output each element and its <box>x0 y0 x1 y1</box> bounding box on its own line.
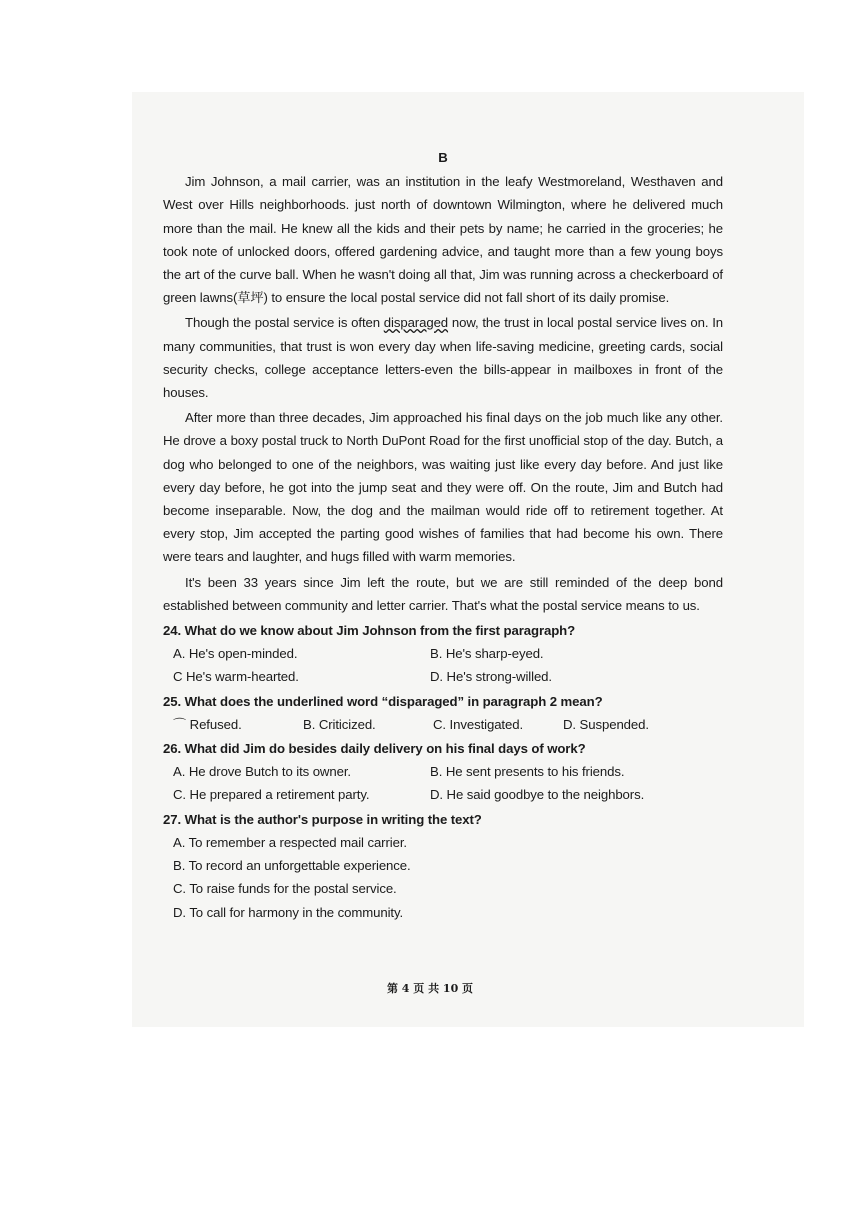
option-d: D. He's strong-willed. <box>430 669 552 685</box>
paragraph-3: After more than three decades, Jim approached his final days on the job much like any other. He drove a boxy postal truck to North DuPont Road for the first unofficial stop of the day. Butch, a dog who belonged to one of the neighbors, was waiting just like every day before. And just like every day before, he got into the jump seat and they were off. On the route, Jim and Butch had become inseparable. Now, the dog and the mailman would ride off to retirement together. At every stop, Jim accepted the parting good wishes of families that had become his own. There were tears and laughter, and hugs filled with warm memories. <box>163 410 723 565</box>
underlined-word: disparaged <box>383 315 449 331</box>
question-26 <box>163 737 723 807</box>
reading-passage-b <box>163 146 723 924</box>
question-stem: 24. What do we know about Jim Johnson from the first paragraph? <box>163 623 576 639</box>
option-b: B. To record an unforgettable experience. <box>173 858 411 874</box>
question-stem: 27. What is the author's purpose in writing the text? <box>163 811 482 827</box>
question-stem: 25. What does the underlined word “disparaged” in paragraph 2 mean? <box>163 693 603 709</box>
option-d: D. To call for harmony in the community. <box>173 904 404 920</box>
option-b: B. Criticized. <box>303 716 376 732</box>
paragraph-2: Though the postal service is often disparaged now, the trust in local postal service lives on. In many communities, that trust is won every day when life-saving medicine, greeting cards, social security checks, college acceptance letters-even the bills-appear in mailboxes in front of the houses. <box>163 315 724 401</box>
option-d: D. Suspended. <box>563 716 649 732</box>
question-stem: 26. What did Jim do besides daily delivery on his final days of work? <box>163 741 586 757</box>
paragraph-4: It's been 33 years since Jim left the route, but we are still reminded of the deep bond established between community and letter carrier. That's what the postal service means to us. <box>163 574 723 613</box>
option-c: C. He prepared a retirement party. <box>173 787 370 803</box>
option-b: B. He sent presents to his friends. <box>430 764 625 780</box>
page-number: 第 4 页 共 10 页 <box>386 982 474 995</box>
option-a: A. To remember a respected mail carrier. <box>173 834 407 850</box>
option-c: C. To raise funds for the postal service. <box>173 881 397 897</box>
question-25 <box>163 690 723 736</box>
option-a: ⌒ Refused. <box>173 716 242 732</box>
option-c: C. Investigated. <box>433 716 524 732</box>
question-24 <box>163 619 723 689</box>
option-a: A. He's open-minded. <box>173 646 298 662</box>
question-27 <box>163 808 723 924</box>
option-a: A. He drove Butch to its owner. <box>173 764 351 780</box>
section-title: B <box>438 150 448 165</box>
option-c: C He's warm-hearted. <box>173 669 299 685</box>
option-d: D. He said goodbye to the neighbors. <box>430 787 645 803</box>
paragraph-1: Jim Johnson, a mail carrier, was an institution in the leafy Westmoreland, Westhaven and West over Hills neighborhoods. just north of downtown Wilmington, where he delivered much more than the mail. He knew all the kids and their pets by name; he carried in the groceries; he took note of unlocked doors, offered gardening advice, and taught more than a few young boys the art of the curve ball. When he wasn't doing all that, Jim was running across a checkerboard of green lawns(草坪) to ensure the local postal service did not fall short of its daily promise. <box>163 174 723 306</box>
option-b: B. He's sharp-eyed. <box>430 646 544 662</box>
